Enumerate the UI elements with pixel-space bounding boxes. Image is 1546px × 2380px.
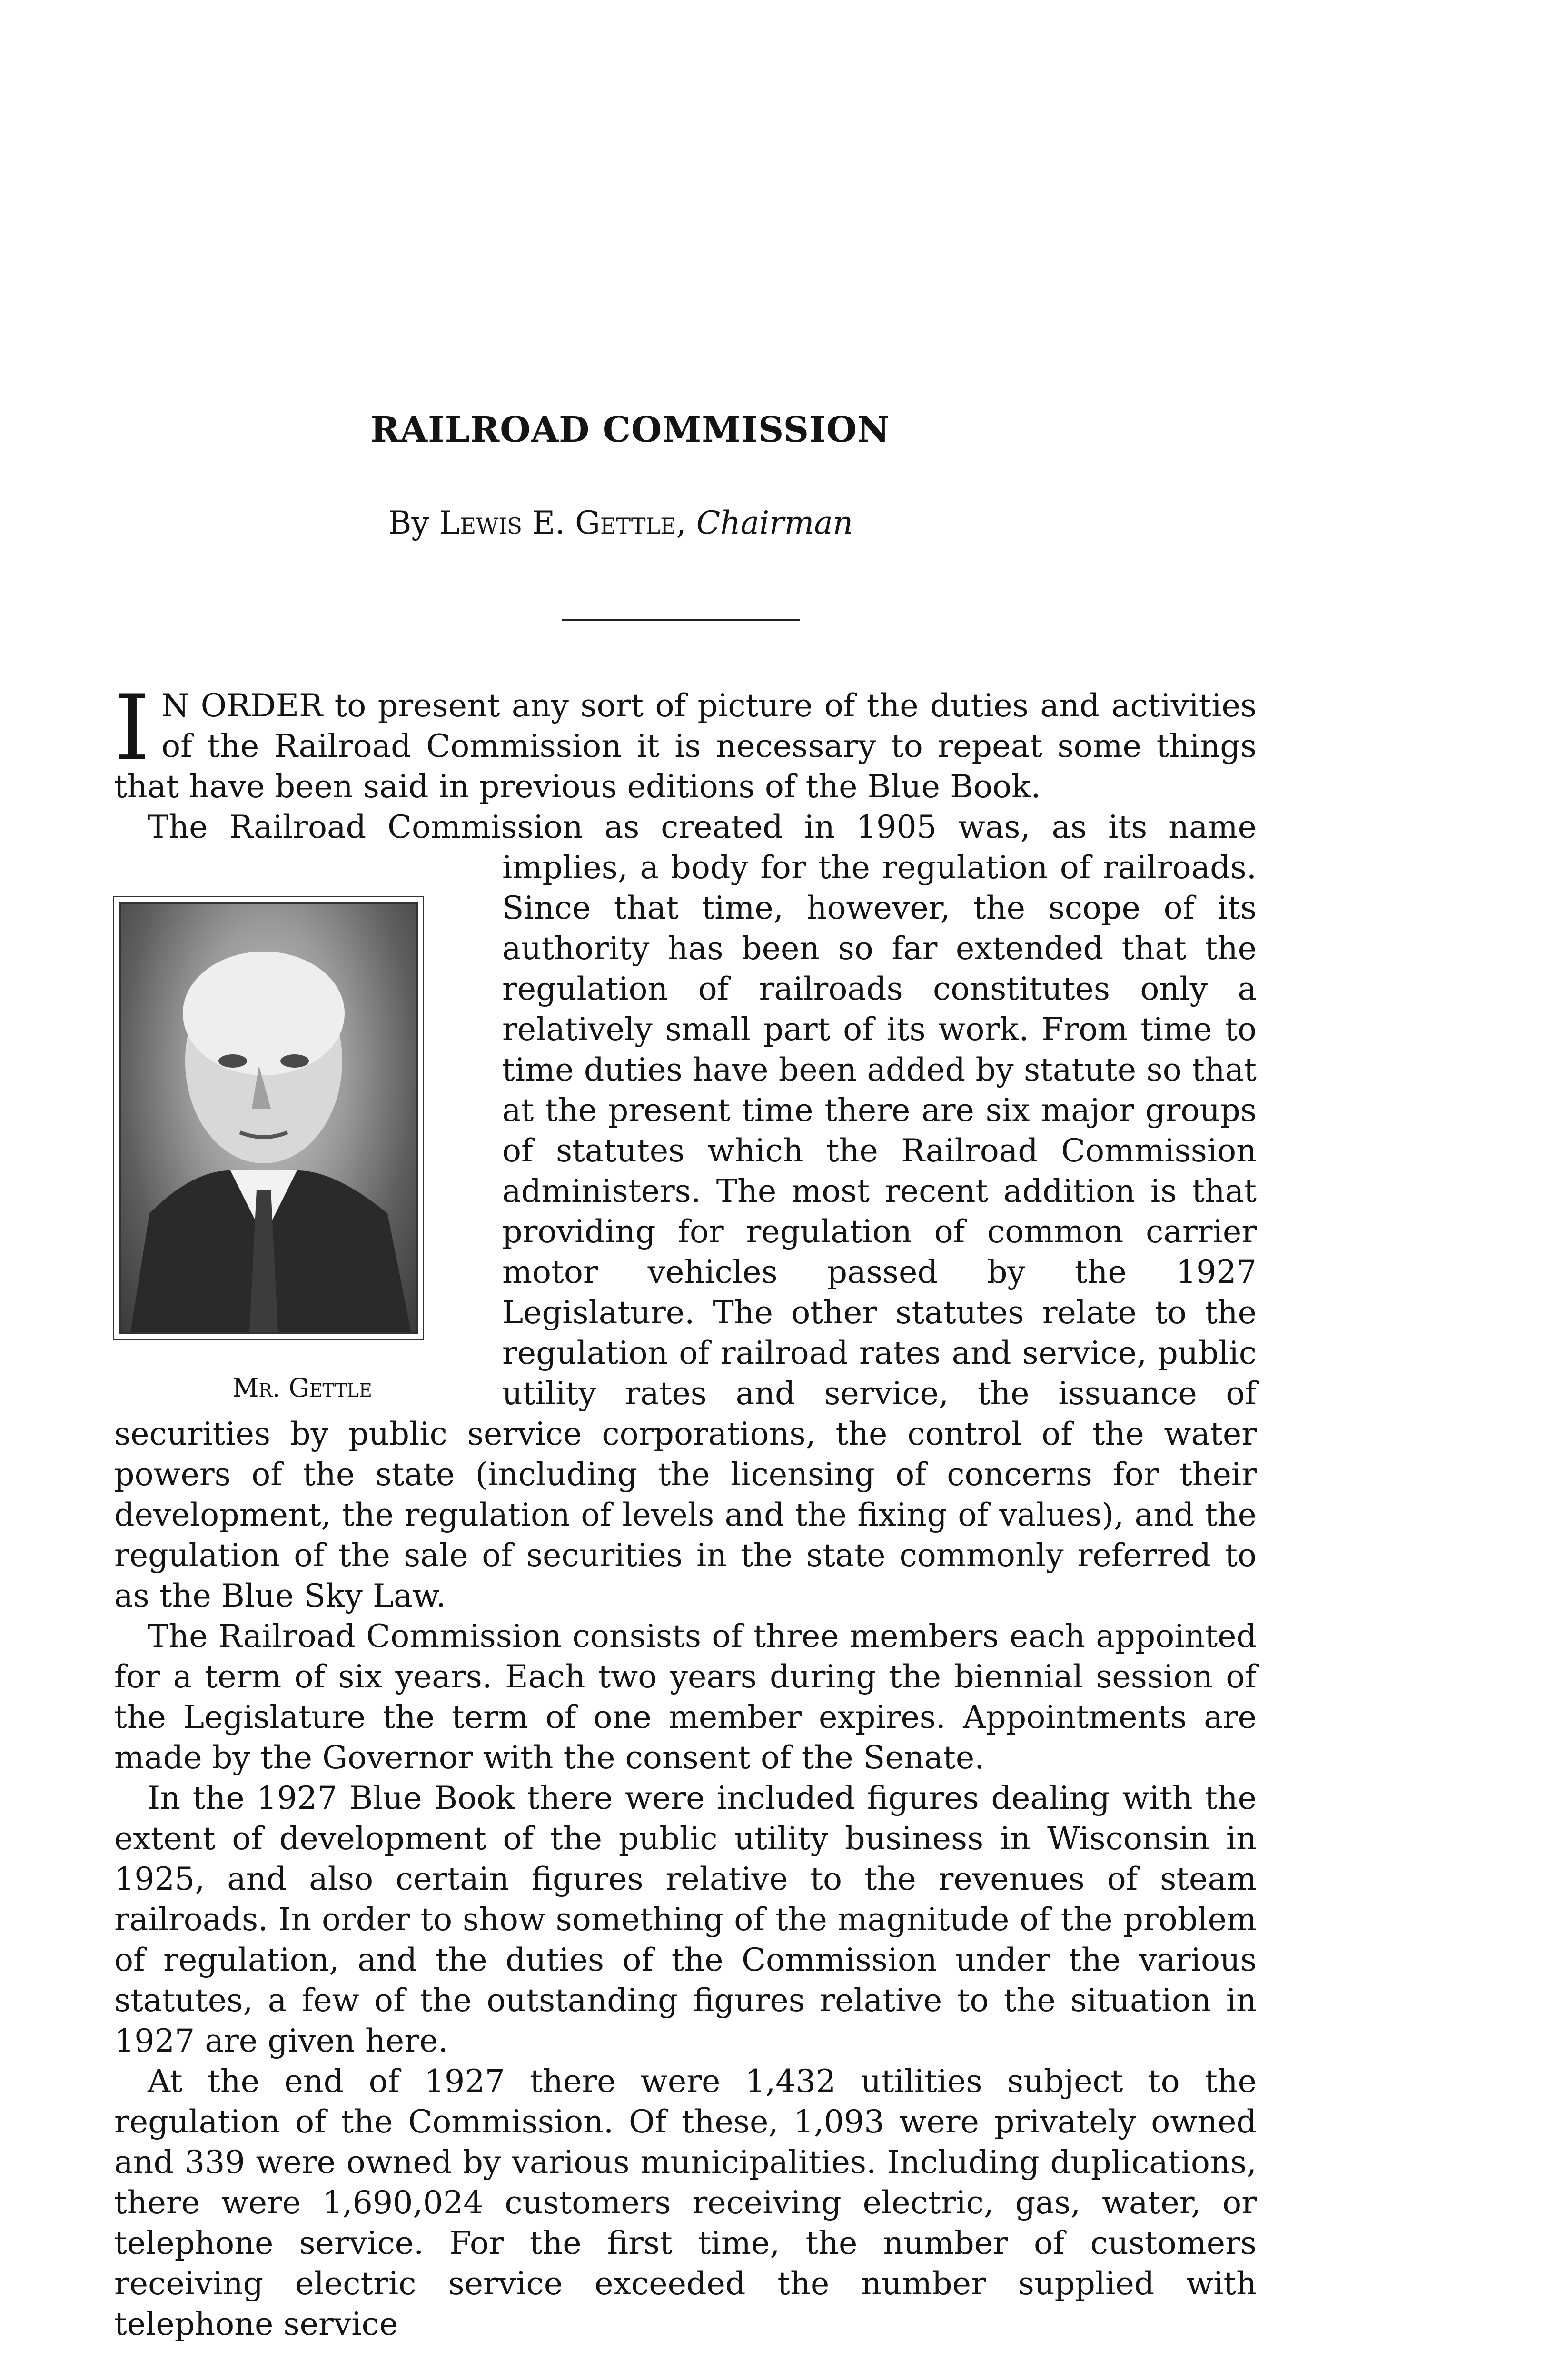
portrait-photo [119, 902, 418, 1334]
page-title: RAILROAD COMMISSION [370, 409, 890, 450]
paragraph-1 [114, 675, 1257, 807]
author-name: Lewis E. Gettle [439, 505, 676, 541]
author-role: Chairman [696, 505, 853, 541]
paragraph-3: The Railroad Commission consists of three members each appointed for a term of six years. Each two years during the biennial session of the Legislature the term of one member expires. Appointments are made by the Governor with the consent of the Senate. [114, 1617, 1257, 1776]
paragraph-2 [114, 807, 1257, 1616]
byline: By Lewis E. Gettle, Chairman [388, 505, 853, 541]
paragraph-5: At the end of 1927 there were 1,432 utilities subject to the regulation of the Commission. Of these, 1,093 were privately owned and 339 were owned by various municipalities. Including duplications, there were 1,690,024 customers receiving electric, gas, water, or telephone service. For the first time, the number of customers receiving electric service exceeded the number supplied with telephone service [114, 2063, 1257, 2342]
paragraph-1-text: N ORDER to present any sort of picture of the duties and activities of the Railroad Commission it is necessary to repeat some things that have been said in previous editions of the Blue Book. [114, 687, 1257, 805]
byline-prefix: By [388, 505, 429, 541]
article-body [114, 675, 1257, 2344]
portrait-figure [0, 902, 457, 1408]
paragraph-2-lead: The Railroad Commission as created in 1905 was, as its name implies, [148, 808, 1257, 886]
portrait-caption: Mr. Gettle [232, 1373, 372, 1403]
paragraph-4: In the 1927 Blue Book there were included figures dealing with the extent of development of the public utility business in Wisconsin in 1925, and also certain figures relative to the revenues of steam railroads. In order to show something of the magnitude of the problem of regulation, and the duties of the Commission under the various statutes, a few of the outstanding figures relative to the situation in 1927 are given here. [114, 1779, 1257, 2059]
paragraph-2-rest: a body for the regulation of railroads. Since that time, however, the scope of its authority has been so far extended that the regulation of railroads constitutes only a relatively small part of its work. From time to time duties have been added by statute so that at the present time there are six major groups of statutes which the Railroad Commission administers. The most recent addition is that providing for regulation of common carrier motor vehicles passed by the 1927 Legislature. The other statutes relate to the regulation of railroad rates and service, public utility rates and service, the issuance of securities by public service corporations, the control of the water powers of the state (including the licensing of concerns for their development, the regulation of levels and the fixing of values), and the regulation of the sale of securities in the state commonly referred to as the Blue Sky Law. [114, 849, 1257, 1614]
title-divider [562, 619, 800, 621]
portrait-silhouette [121, 904, 416, 1332]
drop-cap: I [114, 675, 150, 781]
